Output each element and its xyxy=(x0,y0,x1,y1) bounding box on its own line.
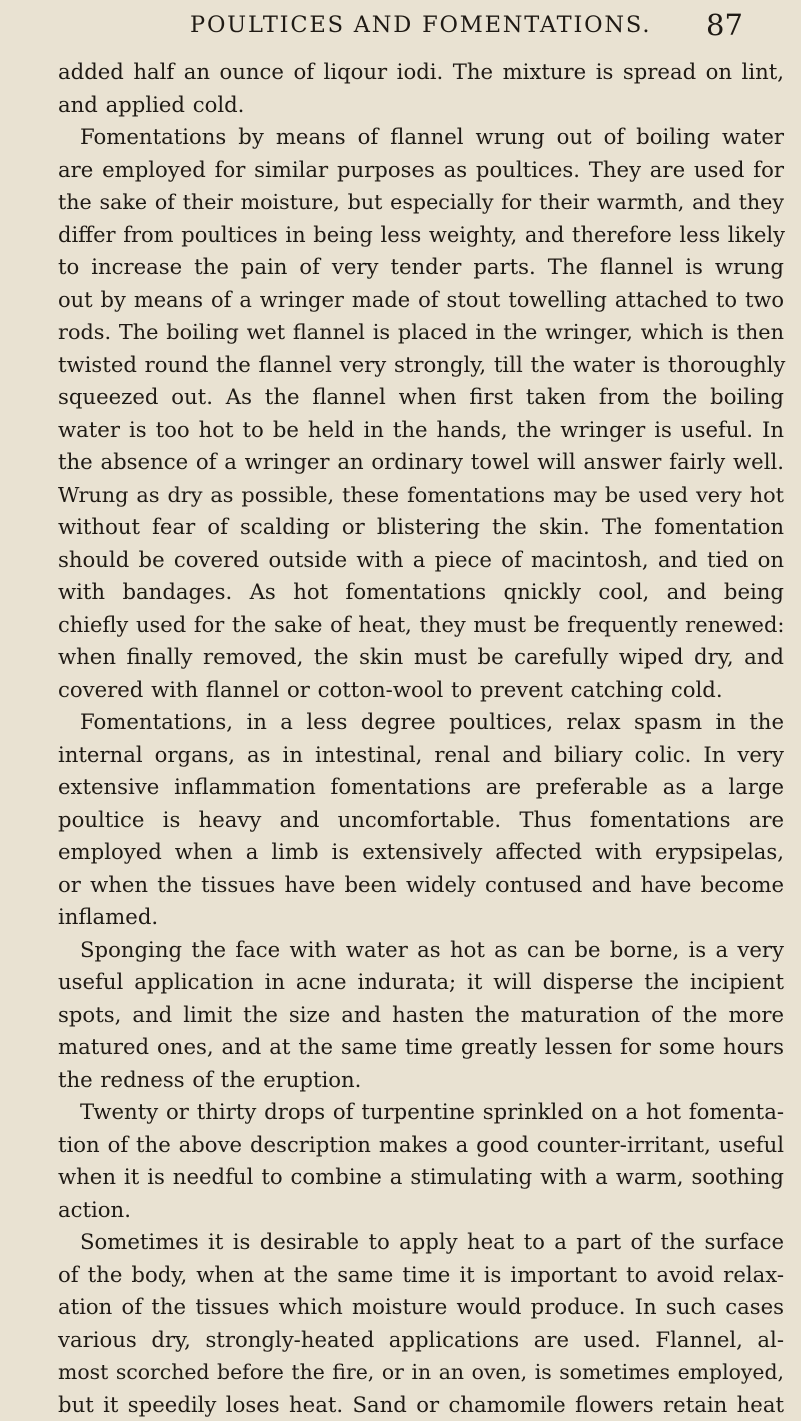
text-line: poultice is heavy and uncomfortable. Thus fomentations are xyxy=(58,804,784,837)
text-line: twisted round the flannel very strongly, till the water is thoroughly xyxy=(58,349,784,382)
text-line: water is too hot to be held in the hands, the wringer is useful. In xyxy=(58,414,784,447)
text-line: matured ones, and at the same time greatly lessen for some hours xyxy=(58,1031,784,1064)
text-line: out by means of a wringer made of stout towelling attached to two xyxy=(58,284,784,317)
text-line: most scorched before the fire, or in an oven, is sometimes employed, xyxy=(58,1356,784,1389)
text-line: the redness of the eruption. xyxy=(58,1064,784,1097)
text-line: the sake of their moisture, but especially for their warmth, and they xyxy=(58,186,784,219)
text-line: ation of the tissues which moisture would produce. In such cases xyxy=(58,1291,784,1324)
text-line: when it is needful to combine a stimulating with a warm, soothing xyxy=(58,1161,784,1194)
text-line: extensive inflammation fomentations are preferable as a large xyxy=(58,771,784,804)
text-line: Fomentations, in a less degree poultices, relax spasm in the xyxy=(58,706,784,739)
text-line: spots, and limit the size and hasten the maturation of the more xyxy=(58,999,784,1032)
body-text xyxy=(58,56,784,1421)
text-line: covered with flannel or cotton-wool to prevent catching cold. xyxy=(58,674,784,707)
text-line: with bandages. As hot fomentations qnickly cool, and being xyxy=(58,576,784,609)
text-line: to increase the pain of very tender parts. The flannel is wrung xyxy=(58,251,784,284)
text-line: Wrung as dry as possible, these fomentations may be used very hot xyxy=(58,479,784,512)
text-line: Sometimes it is desirable to apply heat to a part of the surface xyxy=(58,1226,784,1259)
running-header xyxy=(0,8,801,40)
text-line: but it speedily loses heat. Sand or chamomile flowers retain heat xyxy=(58,1389,784,1421)
text-line: tion of the above description makes a good counter-irritant, useful xyxy=(58,1129,784,1162)
text-line: the absence of a wringer an ordinary towel will answer fairly well. xyxy=(58,446,784,479)
text-line: useful application in acne indurata; it will disperse the incipient xyxy=(58,966,784,999)
text-line: and applied cold. xyxy=(58,89,784,122)
text-line: action. xyxy=(58,1194,784,1227)
text-line: chiefly used for the sake of heat, they must be frequently renewed: xyxy=(58,609,784,642)
text-line: internal organs, as in intestinal, renal and biliary colic. In very xyxy=(58,739,784,772)
text-line: Twenty or thirty drops of turpentine sprinkled on a hot fomenta- xyxy=(58,1096,784,1129)
text-line: squeezed out. As the flannel when first taken from the boiling xyxy=(58,381,784,414)
text-line: or when the tissues have been widely contused and have become xyxy=(58,869,784,902)
text-line: various dry, strongly-heated applications are used. Flannel, al- xyxy=(58,1324,784,1357)
text-line: should be covered outside with a piece of macintosh, and tied on xyxy=(58,544,784,577)
text-line: of the body, when at the same time it is important to avoid relax- xyxy=(58,1259,784,1292)
text-line: added half an ounce of liqour iodi. The mixture is spread on lint, xyxy=(58,56,784,89)
text-line: are employed for similar purposes as poultices. They are used for xyxy=(58,154,784,187)
text-line: Fomentations by means of flannel wrung out of boiling water xyxy=(58,121,784,154)
text-line: inflamed. xyxy=(58,901,784,934)
running-title: POULTICES AND FOMENTATIONS. xyxy=(190,12,651,38)
text-line: Sponging the face with water as hot as can be borne, is a very xyxy=(58,934,784,967)
text-line: when finally removed, the skin must be carefully wiped dry, and xyxy=(58,641,784,674)
text-line: without fear of scalding or blistering the skin. The fomentation xyxy=(58,511,784,544)
text-line: employed when a limb is extensively affected with erypsipelas, xyxy=(58,836,784,869)
text-line: differ from poultices in being less weighty, and therefore less likely xyxy=(58,219,784,252)
text-line: rods. The boiling wet flannel is placed in the wringer, which is then xyxy=(58,316,784,349)
page-number: 87 xyxy=(706,8,743,42)
